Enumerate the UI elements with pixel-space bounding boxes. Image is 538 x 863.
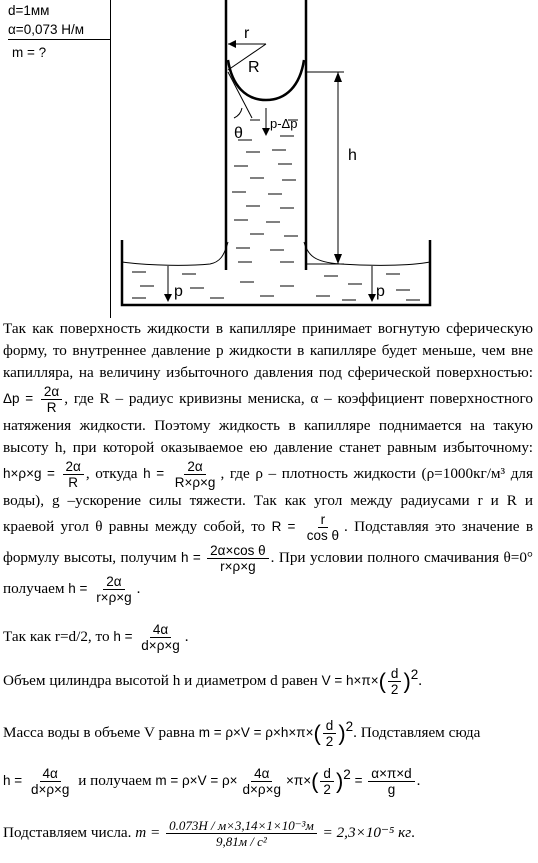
text-l2a: Так как r=d/2, то xyxy=(3,627,110,645)
eq-l6-fraction: $\frac{\text{0.073Н / м×3,14×1×10⁻³м}}{\text{9,81м / с²}}$ xyxy=(166,818,317,849)
line-mass: Масса воды в объеме V равна m = ρ×V = ρ×h×π×( $\frac{d}{2}$ )$^2$. Подставляем сюда xyxy=(3,718,481,749)
text-p1e: . Подставляя это значение в формулу высоты, получим xyxy=(3,517,533,566)
text-l6a: Подставляем числа. xyxy=(3,823,132,841)
eq-l5-fraction1: $\frac{4\alpha}{d\times\rho\times g}$ xyxy=(30,766,70,797)
text-p1d: , где ρ – плотность жидкости (ρ=1000кг/м³ для воды), g –ускорение силы тяжести. Так как угол между радиусами r и R и краевой угол θ равны между собой, то xyxy=(3,464,533,535)
eq-R-fraction: $\frac{r}{\text{cos θ}}$ xyxy=(306,512,340,543)
capillary-figure xyxy=(110,0,538,318)
eq-l3-pow: 2 xyxy=(410,666,419,682)
eq-l5-mid: ×π× xyxy=(286,772,312,788)
line-numbers xyxy=(3,818,535,849)
eq-l5-lhs: h = xyxy=(3,772,23,788)
eq-h-lhs: h = xyxy=(143,465,165,481)
eq-l5-pow: 2 xyxy=(343,766,351,782)
eq-R-lhs: R = xyxy=(271,518,296,534)
line-r-d2 xyxy=(3,622,535,653)
label-R: R xyxy=(248,59,260,76)
label-p-right: p xyxy=(376,283,385,300)
eq-l5-fraction2: $\frac{4\alpha}{d\times\rho\times g}$ xyxy=(242,766,281,797)
eq-l4: m = ρ×V = ρ×h×π× xyxy=(198,724,314,740)
text-p1f: . При условии полного смачивания θ=0° получаем xyxy=(3,548,534,597)
eq-hrg-fraction: $\frac{2\alpha}{R}$ xyxy=(63,459,84,490)
eq-h-cos-fraction: $\frac{\text{2α×cos θ}}{r\times\rho\times g}$ xyxy=(207,543,268,574)
label-p-left: p xyxy=(174,283,183,300)
eq-dp-fraction: $\frac{2\alpha}{R}$ xyxy=(41,384,62,415)
given-d: d=1мм xyxy=(8,3,50,18)
text-l4a: Масса воды в объеме V равна xyxy=(3,723,195,741)
text-l4b: . Подставляем сюда xyxy=(353,723,481,741)
text-l3b: . xyxy=(418,671,423,689)
eq-h-wet-fraction: $\frac{2\alpha}{r\times\rho\times g}$ xyxy=(96,574,132,605)
text-p1a: Так как поверхность жидкости в капилляре принимает вогнутую сферическую форму, то внутреннее давление р жидкости в капилляре будет меньше, чем вне капилляра, на величину избыточного давления под сферической поверхностью: xyxy=(3,320,533,381)
text-l5a: и получаем xyxy=(78,771,152,789)
label-p-minus-dp: p-Δp xyxy=(270,116,298,131)
eq-h-wet-lhs: h = xyxy=(68,580,88,596)
eq-l2-lhs: h = xyxy=(113,628,133,644)
eq-h-cos-lhs: h = xyxy=(180,549,201,565)
given-find: m = ? xyxy=(12,45,47,60)
given-alpha: α=0,073 Н/м xyxy=(8,22,85,37)
eq-l4-fraction: $\frac{d}{2}$ xyxy=(323,718,337,749)
text-l3a: Объем цилиндра высотой h и диаметром d равен xyxy=(3,671,318,689)
eq-l5-fraction3: $\frac{d}{2}$ xyxy=(320,766,334,797)
eq-l3-fraction: $\frac{d}{2}$ xyxy=(388,666,402,697)
label-h: h xyxy=(348,147,357,164)
line-volume: Объем цилиндра высотой h и диаметром d равен V = h×π×( $\frac{d}{2}$ )$^2$. xyxy=(3,666,423,697)
text-p1g: . xyxy=(136,579,141,597)
text-p1b: , где R – радиус кривизны мениска, α – коэффициент поверхностного натяжения жидкости. Поэтому жидкость в капилляре поднимается на такую высоту h, при которой оказываемое ею давление станет равным избыточному: xyxy=(3,389,533,456)
eq-l5: m = ρ×V = ρ× xyxy=(155,772,238,788)
given-divider xyxy=(8,39,110,40)
eq-l6-lhs: m = xyxy=(135,823,161,841)
label-r: r xyxy=(244,25,250,42)
text-l6b: . xyxy=(411,823,415,841)
eq-h-fraction: $\frac{2\alpha}{R\times\rho\times g}$ xyxy=(174,459,216,490)
eq-l5-fraction4: $\frac{\alpha\times\pi\times d}{g}$ xyxy=(368,766,414,797)
text-l5b: . xyxy=(416,771,421,789)
label-theta: θ xyxy=(234,125,243,142)
explanation-paragraph xyxy=(3,318,533,605)
text-l2b: . xyxy=(184,627,189,645)
text-p1c: , откуда xyxy=(85,464,138,482)
eq-l2-fraction: $\frac{4\alpha}{d\times\rho\times g}$ xyxy=(141,622,180,653)
line-substitution: h = $\frac{4\alpha}{d\times\rho\times g}$ и получаем m = ρ×V = ρ× $\frac{4\alpha}{d\times\rho\times g}$ ×π×( $\frac{d}{2}$ )$^2$ = $\frac{\alpha\times\pi\times d}{g}$ . xyxy=(3,766,421,797)
eq-l6-result: = 2,3×10⁻⁵ кг xyxy=(322,823,412,841)
eq-l4-pow: 2 xyxy=(345,718,354,734)
eq-hrg-lhs: h×ρ×g = xyxy=(3,465,55,481)
eq-dp-lhs: Δp = xyxy=(3,390,34,406)
eq-l3: V = h×π× xyxy=(321,672,379,688)
eq-l5-eq2: = xyxy=(354,772,363,788)
